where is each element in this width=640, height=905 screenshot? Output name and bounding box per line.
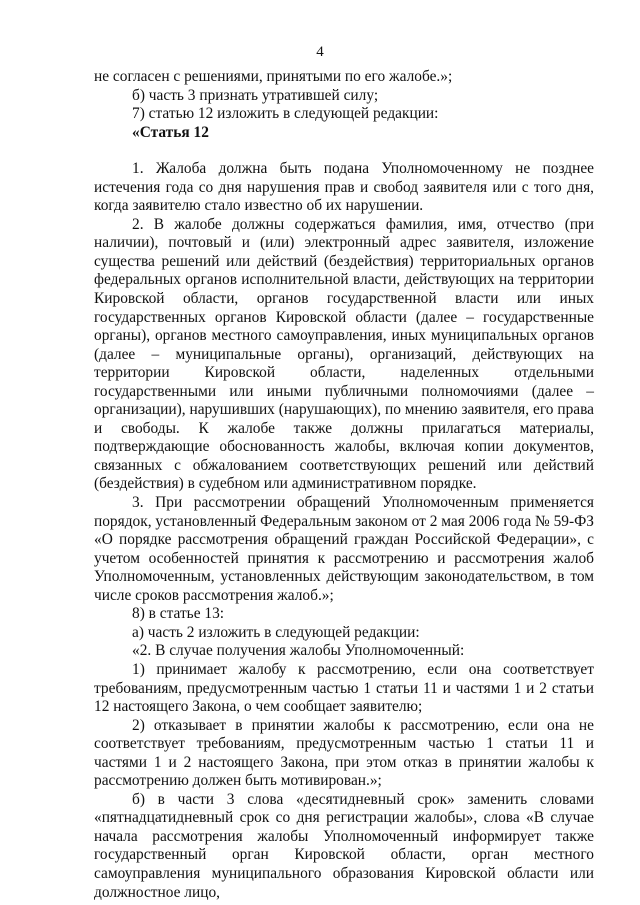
paragraph: «2. В случае получения жалобы Уполномоченный: [132, 642, 465, 660]
paragraph: а) часть 2 изложить в следующей редакции: [132, 623, 420, 641]
document-body [94, 68, 594, 902]
page-number: 4 [316, 44, 324, 60]
paragraph: 7) статью 12 изложить в следующей редакции: [132, 105, 439, 123]
paragraph: 2) отказывает в принятии жалобы к рассмотрению, если она не соответствует требованиям, предусмотренным частью 1 статьи 11 и частями 1 и 2 настоящего Закона, при этом отказ в принятии жалобы к рассмотрению должен быть мотивирован.»; [94, 716, 594, 790]
article-heading: «Статья 12 [132, 123, 209, 141]
paragraph: не согласен с решениями, принятыми по его жалобе.»; [94, 68, 453, 85]
paragraph: 1) принимает жалобу к рассмотрению, если она соответствует требованиям, предусмотренным частью 1 статьи 11 и частями 1 и 2 статьи 12 настоящего Закона, о чем сообщает заявителю; [94, 660, 594, 716]
paragraph: 1. Жалоба должна быть подана Уполномоченному не позднее истечения года со дня нарушения прав и свобод заявителя или с того дня, когда заявителю стало известно об их нарушении. [94, 160, 594, 215]
paragraph: 8) в статье 13: [132, 605, 225, 623]
paragraph: 3. При рассмотрении обращений Уполномоченным применяется порядок, установленный Федеральным законом от 2 мая 2006 года № 59-ФЗ «О порядке рассмотрения обращений граждан Российской Федерации», с учетом особенностей принятия к рассмотрению и рассмотрения жалоб Уполномоченным, установленных действующим законодательством, в том числе сроков рассмотрения жалоб.»; [94, 494, 594, 604]
paragraph: б) в части 3 слова «десятидневный срок» заменить словами «пятнадцатидневный срок со дня регистрации жалобы», слова «В случае начала рассмотрения жалобы Уполномоченный информирует также государственный орган Кировской области, орган местного самоуправления муниципального образования Кировской области или должностное лицо, [94, 790, 594, 901]
paragraph: 2. В жалобе должны содержаться фамилия, имя, отчество (при наличии), почтовый и (или) электронный адрес заявителя, изложение существа решений или действий (бездействия) территориальных органов федеральных органов исполнительной власти, действующих на территории Кировской области, органов государственной власти или иных государственных органов Кировской области (далее – государственные органы), органов местного самоуправления, иных муниципальных органов (далее – муниципальные органы), организаций, действующих на территории Кировской области, наделенных отдельными государственными или иными публичными полномочиями (далее – организации), нарушивших (нарушающих), по мнению заявителя, его права и свободы. К жалобе также должны прилагаться материалы, подтверждающие обоснованность жалобы, включая копии документов, связанных с обжалованием соответствующих решений или действий (бездействия) в судебном или административном порядке. [94, 215, 594, 493]
paragraph: б) часть 3 признать утратившей силу; [132, 86, 379, 104]
